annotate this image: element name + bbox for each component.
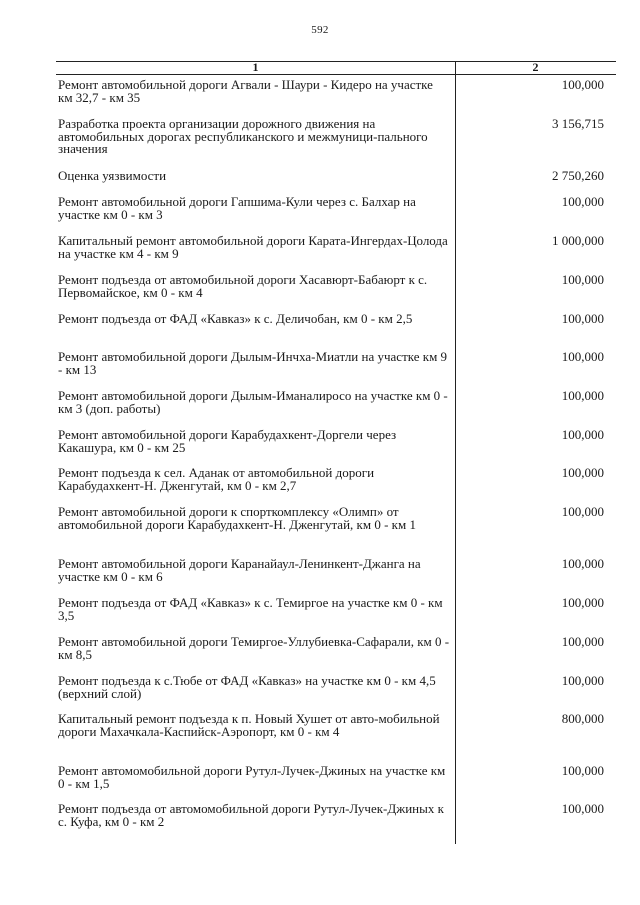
row-amount: 100,000 <box>561 673 604 688</box>
row-description: Оценка уязвимости <box>58 168 167 183</box>
row-amount: 2 750,260 <box>552 168 604 183</box>
row-amount: 100,000 <box>561 504 604 519</box>
row-description: Ремонт автомобильной дороги Гапшима-Кули через с. Балхар на участке км 0 - км 3 <box>58 194 416 222</box>
row-amount: 100,000 <box>561 272 604 287</box>
row-amount: 100,000 <box>561 77 604 92</box>
row-amount: 100,000 <box>561 349 604 364</box>
column-header-1: 1 <box>252 60 259 74</box>
row-description: Ремонт подъезда от автомомобильной дороги Рутул-Лучек-Джиных к с. Куфа, км 0 - км 2 <box>58 801 444 829</box>
row-description: Капитальный ремонт подъезда к п. Новый Хушет от авто-мобильной дороги Махачкала-Каспийск-Аэропорт, км 0 - км 4 <box>58 711 440 739</box>
row-description: Ремонт автомобильной дороги Дылым-Инчха-Миатли на участке км 9 - км 13 <box>58 349 448 377</box>
row-description: Ремонт автомобильной дороги Карабудахкент-Доргели через Какашура, км 0 - км 25 <box>58 427 397 455</box>
column-header-2: 2 <box>532 60 539 74</box>
row-amount: 100,000 <box>561 194 604 209</box>
row-amount: 100,000 <box>561 634 604 649</box>
row-description: Ремонт подъезда от ФАД «Кавказ» к с. Темиргое на участке км 0 - км 3,5 <box>58 595 443 623</box>
table-header-rule <box>56 74 616 75</box>
row-amount: 100,000 <box>561 427 604 442</box>
row-description: Ремонт подъезда от ФАД «Кавказ» к с. Деличобан, км 0 - км 2,5 <box>58 311 413 326</box>
row-description: Ремонт автомобильной дороги Агвали - Шаури - Кидеро на участке км 32,7 - км 35 <box>58 77 433 105</box>
row-amount: 100,000 <box>561 556 604 571</box>
row-description: Ремонт подъезда к сел. Аданак от автомобильной дороги Карабудахкент-Н. Дженгутай, км 0 - км 2,7 <box>58 465 375 493</box>
row-description: Ремонт автомобильной дороги Темиргое-Уллубиевка-Сафарали, км 0 - км 8,5 <box>58 634 450 662</box>
row-description: Капитальный ремонт автомобильной дороги Карата-Ингердах-Цолода на участке км 4 - км 9 <box>58 233 448 261</box>
row-amount: 100,000 <box>561 801 604 816</box>
column-divider <box>455 61 456 844</box>
row-description: Ремонт автомобильной дороги к спорткомплексу «Олимп» от автомобильной дороги Карабудахкент-Н. Дженгутай, км 0 - км 1 <box>58 504 416 532</box>
page-number: 592 <box>311 24 329 36</box>
row-amount: 100,000 <box>561 595 604 610</box>
row-amount: 100,000 <box>561 763 604 778</box>
row-amount: 3 156,715 <box>552 116 604 131</box>
row-description: Разработка проекта организации дорожного движения на автомобильных дорогах республиканского и межмуници-пального значения <box>58 116 428 156</box>
row-description: Ремонт подъезда к с.Тюбе от ФАД «Кавказ» на участке км 0 - км 4,5 (верхний слой) <box>58 673 436 701</box>
row-amount: 800,000 <box>561 711 604 726</box>
row-amount: 100,000 <box>561 311 604 326</box>
row-description: Ремонт автомобильной дороги Каранайаул-Ленинкент-Джанга на участке км 0 - км 6 <box>58 556 421 584</box>
row-amount: 1 000,000 <box>552 233 604 248</box>
row-description: Ремонт подъезда от автомобильной дороги Хасавюрт-Бабаюрт к с. Первомайское, км 0 - км 4 <box>58 272 428 300</box>
row-description: Ремонт автомомобильной дороги Рутул-Лучек-Джиных на участке км 0 - км 1,5 <box>58 763 446 791</box>
row-amount: 100,000 <box>561 465 604 480</box>
row-amount: 100,000 <box>561 388 604 403</box>
row-description: Ремонт автомобильной дороги Дылым-Иманалиросо на участке км 0 - км 3 (доп. работы) <box>58 388 448 416</box>
